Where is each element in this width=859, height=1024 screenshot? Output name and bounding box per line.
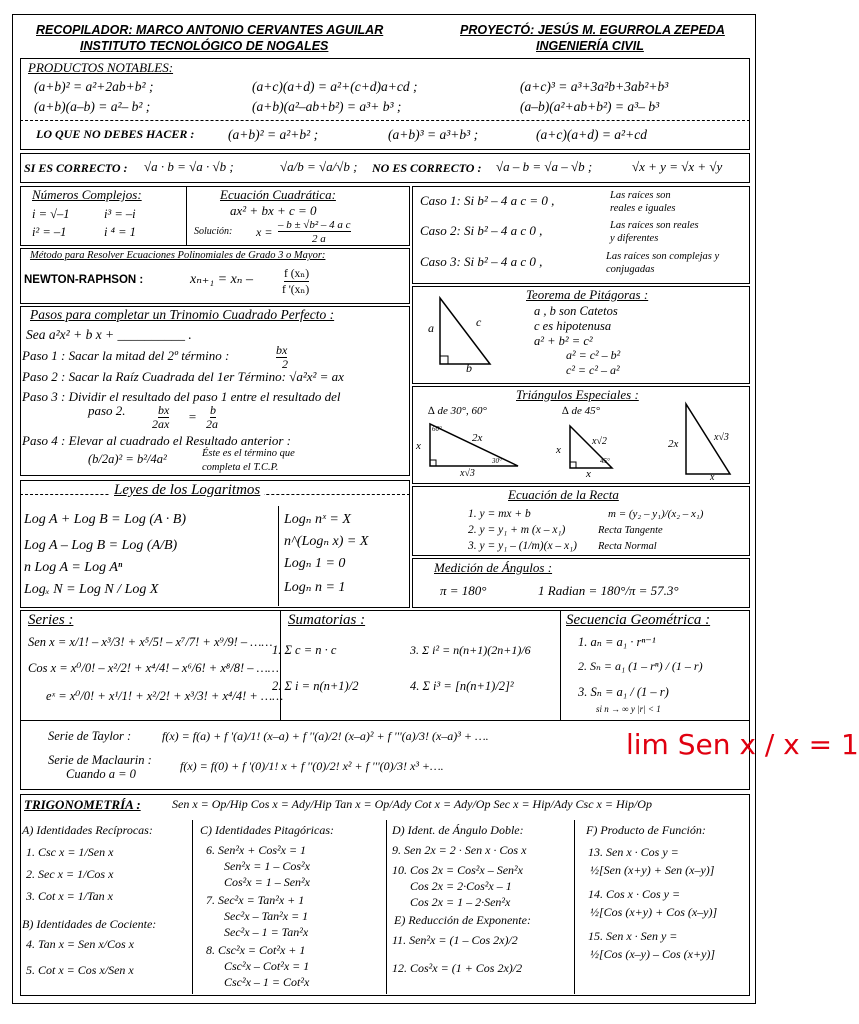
caso-3-desc-1: Las raíces son complejas y — [606, 251, 720, 262]
caso-2-desc-2: y diferentes — [610, 233, 659, 244]
compiler-name: RECOPILADOR: MARCO ANTONIO CERVANTES AGUILAR — [36, 23, 384, 37]
paso3-num2: b — [210, 403, 216, 417]
project-author: PROYECTÓ: JESÚS M. EGURROLA ZEPEDA — [460, 23, 725, 37]
trig-F-2: ½[Sen (x+y) + Sen (x–y)] — [590, 863, 715, 877]
trig-D-3: Cos 2x = 2·Cos²x – 1 — [410, 879, 512, 893]
t1-hyp: 2x — [472, 432, 483, 444]
log-law-1: Log A + Log B = Log (A · B) — [24, 512, 187, 527]
divider-vertical-logs — [278, 506, 279, 606]
complex-i2: i² = –1 — [32, 225, 67, 239]
newton-label: NEWTON-RAPHSON : — [24, 274, 144, 286]
triangle-tall-diagram — [680, 402, 740, 478]
complejos-title: Números Complejos: — [32, 187, 142, 202]
t2-a45: 45° — [600, 457, 610, 465]
complex-i4: i ⁴ = 1 — [104, 225, 136, 239]
pit-line-5: c² = c² – a² — [566, 363, 620, 377]
trig-B-4: 4. Tan x = Sen x/Cos x — [26, 937, 134, 951]
trig-F-3: 14. Cos x · Cos y = — [588, 887, 681, 901]
geom-2: 2. Sₙ = a₁ (1 – rⁿ) / (1 – r) — [578, 659, 703, 673]
taylor-label: Serie de Taylor : — [48, 729, 132, 743]
trig-D-1: 9. Sen 2x = 2 · Sen x · Cos x — [392, 843, 527, 857]
complex-i3: i³ = –i — [104, 207, 136, 221]
trig-D-2: 10. Cos 2x = Cos²x – Sen²x — [392, 863, 523, 877]
trig-C-5: Sec²x – Tan²x = 1 — [224, 909, 309, 923]
solution-lhs: x = — [256, 225, 273, 239]
recta-3: 3. y = y₁ – (1/m)(x – x₁) — [468, 540, 577, 552]
recta-normal: Recta Normal — [598, 541, 657, 552]
caso-2-desc-1: Las raíces son reales — [610, 220, 699, 231]
taylor-formula: f(x) = f(a) + f '(a)/1! (x–a) + f ''(a)/2! (x–a)² + f '''(a)/3! (x–a)³ + …. — [162, 729, 489, 743]
maclaurin-label: Serie de Maclaurin : — [48, 753, 152, 767]
triangle-30-60-label: ∆ de 30°, 60° — [428, 405, 487, 417]
trig-F-6: ½[Cos (x–y) – Cos (x+y)] — [590, 947, 716, 961]
log-law-2: Log A – Log B = Log (A/B) — [24, 538, 178, 553]
newton-lhs: xₙ₊₁ = xₙ – — [190, 272, 253, 287]
complex-i1: i = √–1 — [32, 207, 70, 221]
sum-3: 3. Σ i² = n(n+1)(2n+1)/6 — [410, 643, 531, 657]
trig-D-title: D) Ident. de Ángulo Doble: — [392, 823, 524, 837]
newton-method-title: Método para Resolver Ecuaciones Polinomiales de Grado 3 o Mayor: — [30, 250, 326, 261]
angulo-radian: 1 Radian = 180°/π = 57.3° — [538, 583, 679, 598]
producto-5: (a+b)(a²–ab+b²) = a³+ b³ ; — [252, 99, 402, 114]
caso-1-desc-1: Las raíces son — [610, 190, 671, 201]
series-sen: Sen x = x/1! – x³/3! + x⁵/5! – x⁷/7! + x⁹/9! – …… — [28, 635, 273, 649]
trig-D-4: Cos 2x = 1 – 2·Sen²x — [410, 895, 511, 909]
producto-1: (a+b)² = a²+2ab+b² ; — [34, 79, 154, 94]
trig-C-9: Csc²x – 1 = Cot²x — [224, 975, 310, 989]
institute-name: INSTITUTO TECNOLÓGICO DE NOGALES — [80, 39, 329, 53]
t2-hyp: x√2 — [592, 436, 607, 447]
correct-root-2: √a/b = √a/√b ; — [280, 159, 358, 174]
trig-B-5: 5. Cot x = Cos x/Sen x — [26, 963, 134, 977]
newton-denominator: f '(xₙ) — [282, 284, 310, 296]
divider-vertical — [186, 186, 187, 246]
geom-3: 3. Sₙ = a₁ / (1 – r) — [578, 685, 669, 699]
angulos-title: Medición de Ángulos : — [434, 560, 553, 575]
recta-title: Ecuación de la Recta — [508, 487, 619, 502]
newton-numerator: f (xₙ) — [284, 268, 310, 280]
wrong-root-1: √a – b = √a – √b ; — [496, 159, 593, 174]
t1-a30: 30° — [492, 457, 502, 465]
sumatorias-title: Sumatorias : — [288, 612, 366, 628]
solution-label: Solución: — [194, 226, 233, 237]
trig-E-title: E) Reducción de Exponente: — [394, 913, 531, 927]
t1-bottom: x√3 — [460, 468, 475, 479]
no-hacer-1: (a+b)² = a²+b² ; — [228, 127, 319, 142]
trig-F-1: 13. Sen x · Cos y = — [588, 845, 679, 859]
angulo-pi: π = 180° — [440, 583, 487, 598]
trig-definitions: Sen x = Op/Hip Cos x = Ady/Hip Tan x = Op/Ady Cot x = Ady/Op Sec x = Hip/Ady Csc x = Hip/Op — [172, 797, 652, 811]
sum-4: 4. Σ i³ = [n(n+1)/2]² — [410, 679, 514, 693]
producto-3: (a+c)³ = a³+3a²b+3ab²+b³ — [520, 79, 669, 94]
maclaurin-formula: f(x) = f(0) + f '(0)/1! x + f ''(0)/2! x² + f '''(0)/3! x³ +…. — [180, 759, 444, 773]
sum-2: 2. Σ i = n(n+1)/2 — [272, 679, 359, 693]
paso1-den: 2 — [282, 357, 288, 371]
producto-6: (a–b)(a²+ab+b²) = a³– b³ — [520, 99, 660, 114]
t1-left: x — [416, 440, 421, 452]
pitagoras-title: Teorema de Pitágoras : — [526, 287, 649, 302]
paso3-eq: = — [188, 409, 197, 424]
handwritten-limit: lim Sen x / x = 1 — [626, 728, 859, 761]
pit-line-4: a² = c² – b² — [566, 348, 621, 362]
tcp-paso-1: Paso 1 : Sacar la mitad del 2º término : — [22, 348, 230, 363]
paso4-note-1: Éste es el término que — [202, 448, 295, 459]
divider-vertical-sums — [560, 610, 561, 720]
trig-C-8: Csc²x – Cot²x = 1 — [224, 959, 310, 973]
trig-C-7: 8. Csc²x = Cot²x + 1 — [206, 943, 306, 957]
no-hacer-2: (a+b)³ = a³+b³ ; — [388, 127, 479, 142]
t2-left: x — [556, 444, 561, 456]
divider-trig-2 — [386, 820, 387, 994]
trig-E-2: 12. Cos²x = (1 + Cos 2x)/2 — [392, 961, 523, 975]
series-exp: eˣ = x⁰/0! + x¹/1! + x²/2! + x³/3! + x⁴/4! + …… — [46, 689, 284, 703]
recta-slope: m = (y₂ – y₁)/(x₂ – x₁) — [608, 508, 704, 520]
wrong-root-2: √x + y = √x + √y — [632, 159, 723, 174]
trig-A-1: 1. Csc x = 1/Sen x — [26, 845, 114, 859]
divider-trig-3 — [574, 820, 575, 994]
paso3-den2: 2a — [206, 417, 218, 431]
caso-3-desc-2: conjugadas — [606, 264, 655, 275]
trig-E-1: 11. Sen²x = (1 – Cos 2x)/2 — [392, 933, 518, 947]
trig-B-title: B) Identidades de Cociente: — [22, 917, 157, 931]
trig-C-3: Cos²x = 1 – Sen²x — [224, 875, 310, 889]
paso3-num1: bx — [158, 403, 170, 417]
log-law-5: Logₙ nˣ = X — [284, 512, 351, 527]
no-hacer-3: (a+c)(a+d) = a²+cd — [536, 127, 647, 142]
paso3-den1: 2ax — [152, 417, 170, 431]
tcp-paso-3a: Paso 3 : Dividir el resultado del paso 1 entre el resultado del — [22, 389, 341, 404]
recta-2: 2. y = y₁ + m (x – x₁) — [468, 524, 566, 536]
solution-denominator: 2 a — [312, 233, 326, 245]
trig-C-title: C) Identidades Pitagóricas: — [200, 823, 334, 837]
caso-3: Caso 3: Si b² – 4 a c 0 , — [420, 254, 543, 269]
t3-right: x√3 — [714, 432, 729, 443]
correct-label: SI ES CORRECTO : — [24, 161, 128, 175]
log-law-4: Logₓ N = Log N / Log X — [24, 582, 159, 597]
paso4-note-2: completa el T.C.P. — [202, 462, 279, 473]
divider-trig-1 — [192, 820, 193, 994]
divider-horizontal-series — [20, 720, 750, 721]
caso-2: Caso 2: Si b² – 4 a c 0 , — [420, 223, 543, 238]
producto-4: (a+b)(a–b) = a²– b² ; — [34, 99, 151, 114]
trig-F-title: F) Producto de Función: — [586, 823, 706, 837]
tcp-title: Pasos para completar un Trinomio Cuadrado Perfecto : — [30, 307, 335, 322]
trig-A-3: 3. Cot x = 1/Tan x — [26, 889, 113, 903]
pit-line-1: a , b son Catetos — [534, 304, 618, 318]
sum-1: 1. Σ c = n · c — [272, 643, 337, 657]
log-law-3: n Log A = Log Aⁿ — [24, 560, 123, 575]
divider-dashed — [20, 120, 750, 121]
log-law-8: Logₙ n = 1 — [284, 580, 346, 595]
paso1-num: bx — [276, 343, 288, 357]
series-title: Series : — [28, 612, 74, 628]
trig-A-2: 2. Sec x = 1/Cos x — [26, 867, 114, 881]
maclaurin-sub: Cuando a = 0 — [66, 767, 136, 781]
career-name: INGENIERÍA CIVIL — [536, 39, 644, 53]
caso-1-desc-2: reales e iguales — [610, 203, 676, 214]
t3-bottom: x — [710, 472, 715, 483]
tcp-paso-4: Paso 4 : Elevar al cuadrado el Resultado anterior : — [22, 433, 291, 448]
geom-3-condition: si n → ∞ y |r| < 1 — [596, 704, 661, 714]
productos-title: PRODUCTOS NOTABLES: — [28, 60, 174, 75]
pit-side-a: a — [428, 321, 434, 335]
trig-F-4: ½[Cos (x+y) + Cos (x–y)] — [590, 905, 718, 919]
pit-line-3: a² + b² = c² — [534, 334, 593, 348]
tcp-paso-2: Paso 2 : Sacar la Raíz Cuadrada del 1er Término: √a²x² = ax — [22, 369, 344, 384]
trig-C-6: Sec²x – 1 = Tan²x — [224, 925, 309, 939]
trig-A-title: A) Identidades Recíprocas: — [22, 823, 153, 837]
pit-line-2: c es hipotenusa — [534, 319, 612, 333]
no-hacer-label: LO QUE NO DEBES HACER : — [36, 127, 195, 141]
caso-1: Caso 1: Si b² – 4 a c = 0 , — [420, 193, 555, 208]
wrong-label: NO ES CORRECTO : — [372, 161, 482, 175]
trig-title: TRIGONOMETRÍA : — [24, 797, 141, 812]
tcp-paso-3b: paso 2. — [88, 403, 126, 418]
solution-numerator: – b ± √b² – 4 a c — [278, 219, 351, 231]
trig-C-2: Sen²x = 1 – Cos²x — [224, 859, 310, 873]
log-law-7: Logₙ 1 = 0 — [284, 556, 346, 571]
series-cos: Cos x = x⁰/0! – x²/2! + x⁴/4! – x⁶/6! + x⁸/8! – …… — [28, 661, 279, 675]
paso4-eq: (b/2a)² = b²/4a² — [88, 452, 167, 466]
triangle-45-label: ∆ de 45° — [562, 405, 601, 417]
cuadratica-title: Ecuación Cuadrática: — [220, 187, 336, 202]
pit-side-b: b — [466, 361, 472, 375]
triangle-45-diagram — [566, 422, 626, 472]
especiales-title: Triángulos Especiales : — [516, 387, 639, 402]
quadratic-equation: ax² + bx + c = 0 — [230, 203, 317, 218]
geom-1: 1. aₙ = a₁ · rⁿ⁻¹ — [578, 635, 656, 649]
tcp-sea: Sea a²x² + b x + __________ . — [26, 327, 192, 342]
logaritmos-title: Leyes de los Logaritmos — [110, 482, 264, 499]
trig-C-1: 6. Sen²x + Cos²x = 1 — [206, 843, 307, 857]
pit-side-c: c — [476, 315, 482, 329]
trig-F-5: 15. Sen x · Sen y = — [588, 929, 678, 943]
log-law-6: n^(Logₙ x) = X — [284, 534, 369, 549]
correct-root-1: √a · b = √a · √b ; — [144, 159, 234, 174]
geometrica-title: Secuencia Geométrica : — [566, 612, 711, 628]
t1-a60: 60° — [432, 425, 442, 433]
producto-2: (a+c)(a+d) = a²+(c+d)a+cd ; — [252, 79, 418, 94]
recta-tangent: Recta Tangente — [598, 525, 663, 536]
recta-1: 1. y = mx + b — [468, 508, 531, 520]
t2-bottom: x — [586, 468, 591, 480]
t3-left: 2x — [668, 438, 679, 450]
trig-C-4: 7. Sec²x = Tan²x + 1 — [206, 893, 305, 907]
